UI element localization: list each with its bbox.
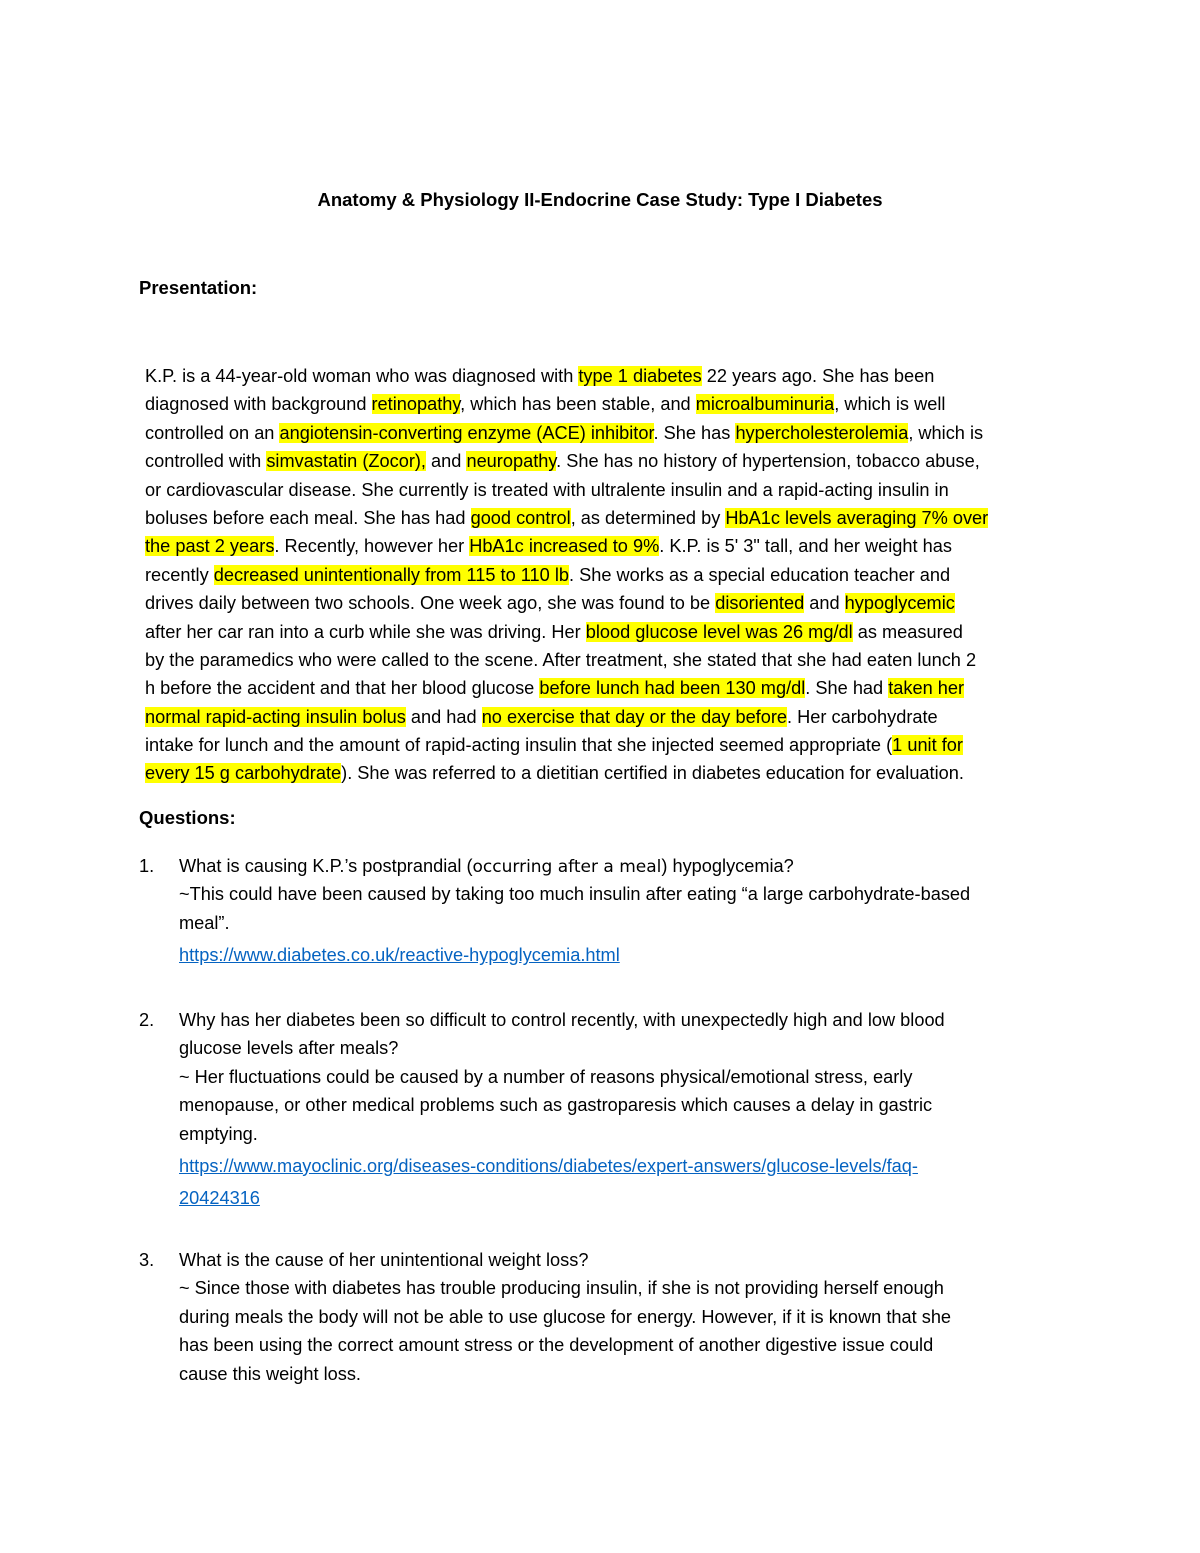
text-run: diagnosed with background [145, 394, 372, 415]
text-run: intake for lunch and the amount of rapid-acting insulin that she injected seemed appropriate ( [145, 735, 893, 756]
text-run: recently [145, 564, 214, 585]
paragraph-line [145, 759, 1065, 787]
highlighted-text: decreased unintentionally from 115 to 110 lb [213, 564, 569, 585]
text-run: ~This could have been caused by taking too much insulin after eating “a large carbohydrate-based [179, 884, 971, 905]
highlighted-text: disoriented [715, 593, 805, 614]
presentation-paragraph [145, 362, 1065, 788]
text-run: meal”. [179, 912, 230, 933]
highlighted-text: before lunch had been 130 mg/dl [539, 678, 806, 699]
text-run: . She works as a special education teacher and [568, 564, 951, 585]
highlighted-text: 1 unit for [892, 735, 963, 756]
text-run: ~ Since those with diabetes has trouble producing insulin, if she is not providing herself enough [179, 1278, 944, 1299]
text-run: . She has [653, 422, 736, 443]
text-run: K.P. is a 44-year-old woman who was diagnosed with [145, 366, 579, 386]
highlighted-text: HbA1c levels averaging 7% over [725, 507, 989, 528]
questions-heading: Questions: [139, 807, 236, 828]
paragraph-line [145, 703, 1065, 731]
inline-definition: occurring after a meal [472, 857, 662, 877]
text-run: What is the cause of her unintentional weight loss? [179, 1250, 589, 1270]
text-run: h before the accident and that her blood glucose [145, 678, 540, 699]
text-run: , which has been stable, and [460, 394, 696, 415]
text-run: after her car ran into a curb while she was driving. Her [145, 621, 586, 642]
reference-link[interactable]: https://www.mayoclinic.org/diseases-conditions/diabetes/expert-answers/glucose-levels/faq- [179, 1155, 918, 1176]
text-run: controlled on an [145, 422, 280, 443]
question-number: 3. [139, 1250, 155, 1270]
text-run: ). She was referred to a dietitian certified in diabetes education for evaluation. [341, 763, 964, 784]
text-run: . She had [805, 678, 889, 699]
question-row [139, 1006, 1069, 1213]
question-item [139, 852, 1069, 970]
question-text [179, 1246, 1069, 1274]
text-run: . Her carbohydrate [787, 706, 938, 727]
highlighted-text: good control [470, 507, 571, 528]
reference-line [179, 941, 1069, 969]
answer-line [179, 1063, 1069, 1091]
highlighted-text: neuropathy [466, 451, 557, 472]
paragraph-line [145, 674, 1065, 702]
text-run: ~ Her fluctuations could be caused by a number of reasons physical/emotional stress, early [179, 1066, 913, 1087]
answer-line [179, 1360, 1069, 1388]
text-run: , as determined by [570, 507, 726, 528]
answer-line [179, 1331, 1069, 1359]
answer-line [179, 1034, 1069, 1062]
question-row [139, 852, 1069, 970]
question-number: 2. [139, 1010, 155, 1030]
text-run: ) hypoglycemia? [661, 856, 794, 876]
presentation-heading: Presentation: [139, 277, 258, 298]
answer-line [179, 909, 1069, 937]
text-run: , which is well [834, 394, 946, 415]
paragraph-line [145, 618, 1065, 646]
paragraph-line [145, 589, 1065, 617]
text-run: and had [405, 706, 482, 727]
text-run: has been using the correct amount stress or the development of another digestive issue could [179, 1335, 934, 1356]
paragraph-line [145, 476, 1065, 504]
question-text [179, 852, 1069, 880]
text-run: What is causing K.P.’s postprandial ( [179, 856, 473, 876]
text-run: . Recently, however her [274, 536, 470, 557]
paragraph-line [145, 504, 1065, 532]
paragraph-line [145, 447, 1065, 475]
text-run: 22 years ago. She has been [701, 366, 935, 386]
document-title: Anatomy & Physiology II-Endocrine Case Study: Type I Diabetes [317, 189, 883, 210]
text-run: menopause, or other medical problems such as gastroparesis which causes a delay in gastric [179, 1095, 933, 1116]
reference-line [179, 1184, 1069, 1212]
text-run: drives daily between two schools. One week ago, she was found to be [145, 593, 716, 614]
question-number: 1. [139, 856, 155, 876]
text-run: . K.P. is 5' 3" tall, and her weight has [659, 536, 952, 557]
answer-line [179, 1091, 1069, 1119]
text-run: glucose levels after meals? [179, 1038, 399, 1059]
highlighted-text: angiotensin-converting enzyme (ACE) inhibitor [279, 422, 654, 443]
answer-line [179, 1120, 1069, 1148]
highlighted-text: hypoglycemic [844, 593, 955, 614]
answer-line [179, 1274, 1069, 1302]
paragraph-line [145, 532, 1065, 560]
highlighted-text: type 1 diabetes [578, 366, 702, 386]
reference-line [179, 1152, 1069, 1180]
highlighted-text: no exercise that day or the day before [481, 706, 788, 727]
highlighted-text: the past 2 years [145, 536, 275, 557]
question-row [139, 1246, 1069, 1388]
highlighted-text: blood glucose level was 26 mg/dl [585, 621, 853, 642]
answer-line [179, 1303, 1069, 1331]
text-run: , which is [908, 422, 984, 443]
text-run: as measured [852, 621, 963, 642]
text-run: emptying. [179, 1123, 258, 1144]
paragraph-line [145, 362, 1065, 390]
reference-link[interactable]: 20424316 [179, 1188, 260, 1209]
text-run: Why has her diabetes been so difficult to control recently, with unexpectedly high and low blood [179, 1010, 945, 1030]
highlighted-text: retinopathy [371, 394, 461, 415]
text-run: boluses before each meal. She has had [145, 507, 471, 528]
text-run: during meals the body will not be able to use glucose for energy. However, if it is known that she [179, 1306, 952, 1327]
text-run: by the paramedics who were called to the scene. After treatment, she stated that she had eaten lunch 2 [145, 649, 977, 670]
paragraph-line [145, 390, 1065, 418]
question-item [139, 1246, 1069, 1388]
paragraph-line [145, 646, 1065, 674]
text-run: cause this weight loss. [179, 1363, 361, 1384]
highlighted-text: normal rapid-acting insulin bolus [145, 706, 406, 727]
question-item [139, 1006, 1069, 1213]
paragraph-line [145, 419, 1065, 447]
question-text [179, 1006, 1069, 1034]
highlighted-text: taken her [888, 678, 965, 699]
text-run: or cardiovascular disease. She currently is treated with ultralente insulin and a rapid-acting insulin in [145, 479, 949, 500]
answer-line [179, 880, 1069, 908]
highlighted-text: microalbuminuria [695, 394, 835, 415]
text-run: and [804, 593, 845, 614]
text-run: . She has no history of hypertension, tobacco abuse, [556, 451, 980, 472]
text-run: and [426, 451, 467, 472]
highlighted-text: HbA1c increased to 9% [469, 536, 660, 557]
text-run: controlled with [145, 451, 267, 472]
paragraph-line [145, 731, 1065, 759]
highlighted-text: simvastatin (Zocor), [266, 451, 426, 472]
highlighted-text: hypercholesterolemia [735, 422, 909, 443]
highlighted-text: every 15 g carbohydrate [145, 763, 342, 784]
paragraph-line [145, 561, 1065, 589]
reference-link[interactable]: https://www.diabetes.co.uk/reactive-hypoglycemia.html [179, 945, 620, 966]
